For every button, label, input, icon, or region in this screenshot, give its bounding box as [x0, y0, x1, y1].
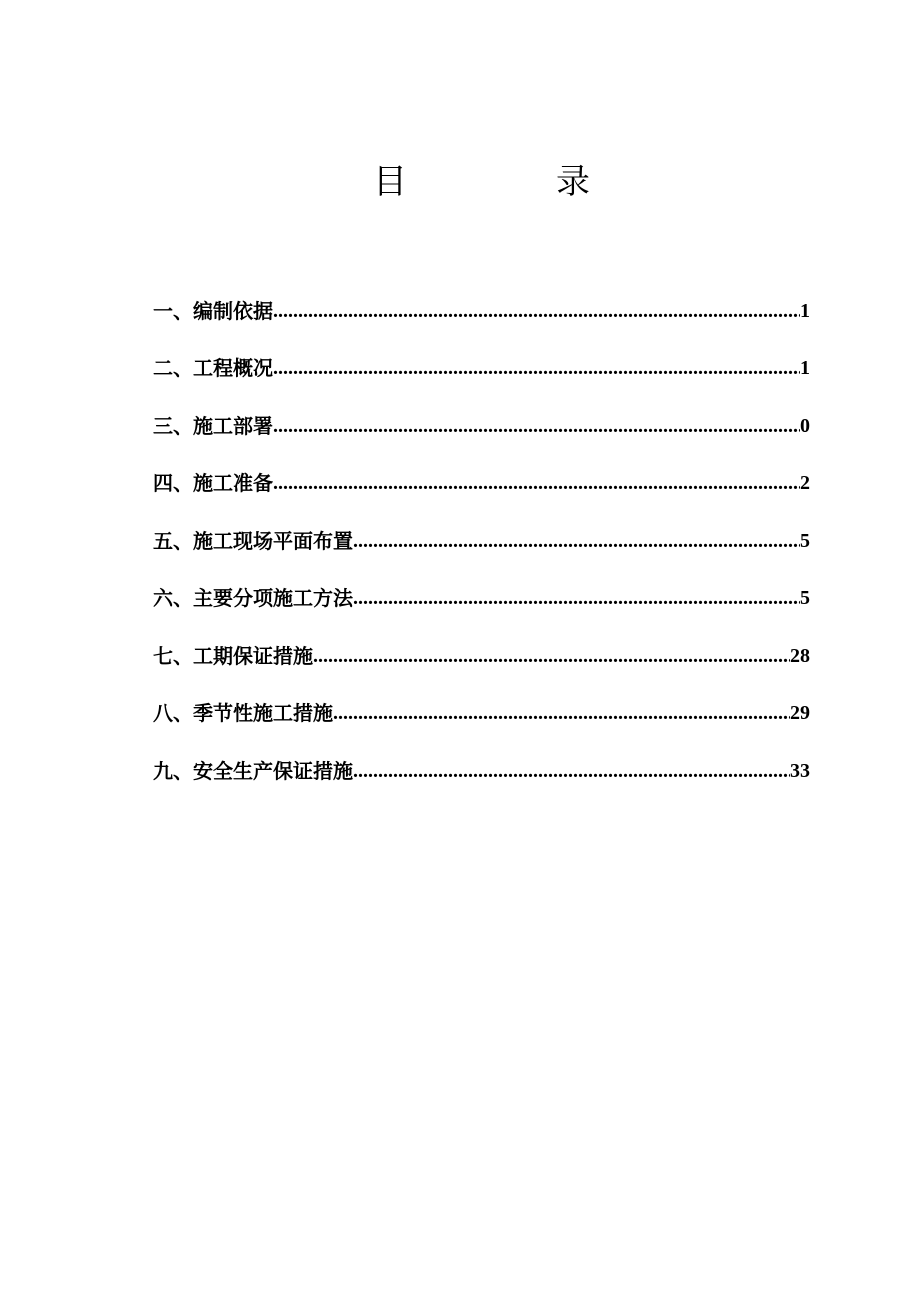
toc-dot-leader [273, 411, 800, 441]
toc-entry-label: 八、季节性施工措施 [153, 701, 333, 725]
toc-dot-leader [353, 756, 790, 786]
toc-dot-leader [353, 526, 800, 556]
toc-entry-8[interactable] [153, 671, 810, 729]
toc-entry-label: 二、工程概况 [153, 356, 273, 380]
toc-dot-leader [333, 698, 790, 728]
toc-entry-label: 一、编制依据 [153, 298, 273, 323]
toc-dot-leader [273, 353, 800, 383]
toc-entry-page: 29 [790, 702, 810, 724]
toc-entry-label: 五、施工现场平面布置 [153, 528, 353, 553]
toc-dot-leader [273, 296, 800, 326]
toc-entry-9[interactable] [153, 728, 810, 786]
toc-entry-1[interactable] [153, 268, 810, 326]
toc-entry-label: 九、安全生产保证措施 [153, 758, 353, 783]
toc-entry-2[interactable] [153, 326, 810, 384]
toc-entry-5[interactable] [153, 498, 810, 556]
page-title [0, 158, 920, 206]
title-char-2: 录 [556, 162, 590, 202]
toc-dot-leader [313, 641, 790, 671]
toc-entry-page: 33 [790, 759, 810, 782]
toc-entry-page: 5 [800, 587, 810, 609]
toc-entry-page: 1 [800, 357, 810, 379]
toc-entry-page: 5 [800, 529, 810, 552]
toc-entry-page: 2 [800, 472, 810, 494]
toc-entry-label: 七、工期保证措施 [153, 643, 313, 668]
toc-dot-leader [353, 583, 800, 613]
toc-entry-page: 1 [800, 299, 810, 322]
toc-entry-7[interactable] [153, 613, 810, 671]
toc-entry-6[interactable] [153, 556, 810, 614]
table-of-contents [153, 268, 810, 786]
toc-entry-page: 0 [800, 414, 810, 437]
title-char-1: 目 [373, 162, 407, 202]
toc-entry-label: 四、施工准备 [153, 471, 273, 495]
toc-entry-page: 28 [790, 644, 810, 667]
toc-entry-label: 六、主要分项施工方法 [153, 586, 353, 610]
toc-entry-3[interactable] [153, 383, 810, 441]
toc-entry-label: 三、施工部署 [153, 413, 273, 438]
toc-entry-4[interactable] [153, 441, 810, 499]
toc-dot-leader [273, 468, 800, 498]
